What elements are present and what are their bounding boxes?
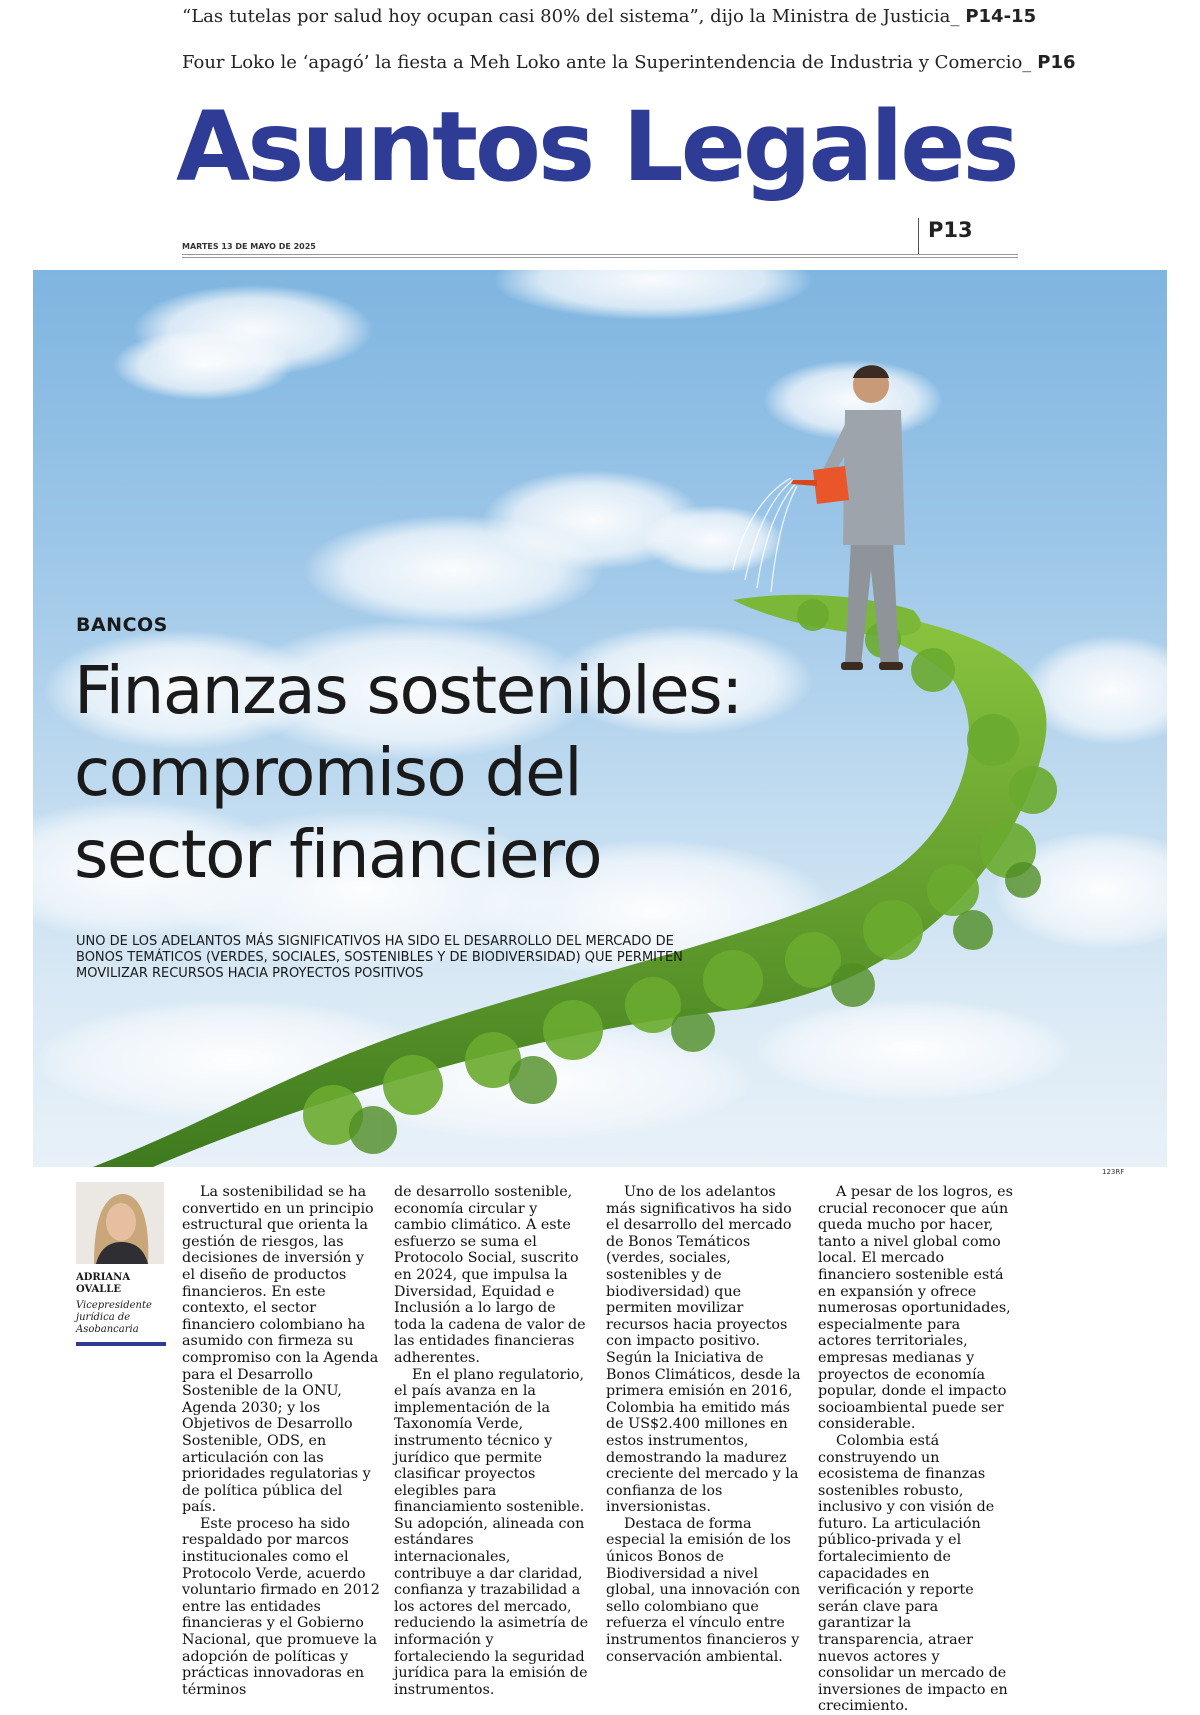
teaser-tutelas[interactable] [182,6,1037,27]
teaser-page: P16 [1037,52,1076,73]
author-portrait-icon [76,1182,164,1264]
divider [918,218,919,254]
headline-line: sector financiero [74,816,602,893]
author-accent-bar [76,1342,166,1346]
body-paragraph: Colombia está construyendo un ecosistema de finanzas sostenibles robusto, inclusivo y con visión de futuro. La articulación público-privada y el fortalecimiento de capacidades en verificación y reporte serán clave para garantizar la transparencia, atraer nuevos actores y consolidar un mercado de inversiones de impacto en crecimiento. [818,1432,1008,1715]
page-number: P13 [928,218,973,242]
headline-line: Finanzas sostenibles: [74,652,742,729]
masthead: Asuntos Legales [176,91,1017,203]
author-photo [76,1182,164,1264]
body-paragraph: En el plano regulatorio, el país avanza en la implementación de la Taxonomía Verde, instrumento técnico y jurídico que permite clasificar proyectos elegibles para financiamiento sostenible. Su adopción, alineada con estándares internacionales, contribuye a dar claridad, confianza y trazabilidad a los actores del mercado, reduciendo la asimetría de información y fortaleciendo la seguridad jurídica para la emisión de instrumentos. [394,1366,589,1698]
body-paragraph: de desarrollo sostenible, economía circular y cambio climático. A este esfuerzo se suma el Protocolo Social, suscrito en 2024, que impulsa la Diversidad, Equidad e Inclusión a lo largo de toda la cadena de valor de las entidades financieras adherentes. [394,1184,586,1366]
body-paragraph: Este proceso ha sido respaldado por marcos institucionales como el Protocolo Verde, acuerdo voluntario firmado en 2012 entre las entidades financieras y el Gobierno Nacional, que promueve la adopción de políticas y prácticas innovadoras en términos [182,1515,380,1698]
body-paragraph: Destaca de forma especial la emisión de los únicos Bonos de Biodiversidad a nivel global, una innovación con sello colombiano que refuerza el vínculo entre instrumentos financieros y conservación ambiental. [606,1515,801,1665]
body-paragraph: A pesar de los logros, es crucial reconocer que aún queda mucho por hacer, tanto a nivel global como local. El mercado financiero sostenible está en expansión y ofrece numerosas oportunidades, especialmente para actores territoriales, empresas medianas y proyectos de economía popular, donde el impacto socioambiental puede ser considerable. [818,1184,1013,1433]
photo-credit: 123RF [1102,1168,1125,1176]
body-column-2 [394,1184,592,1698]
section-kicker: BANCOS [76,614,168,636]
teaser-text: “Las tutelas por salud hoy ocupan casi 80% del sistema”, dijo la Ministra de Justicia_ [182,6,960,27]
body-column-3 [606,1184,804,1665]
author-name: ADRIANA OVALLE [76,1272,131,1295]
headline-line: compromiso del [74,734,582,811]
body-paragraph: Uno de los adelantos más significativos ha sido el desarrollo del mercado de Bonos Temáticos (verdes, sociales, sostenibles y de biodiversidad) que permiten movilizar recursos hacia proyectos con impacto positivo. Según la Iniciativa de Bonos Climáticos, desde la primera emisión en 2016, Colombia ha emitido más de US$2.400 millones en estos instrumentos, demostrando la madurez creciente del mercado y la confianza de los inversionistas. [606,1184,801,1516]
author-role: Vicepresidente jurídica de Asobancaria [76,1300,152,1335]
teaser-four-loko[interactable] [182,52,1076,73]
teaser-text: Four Loko le ‘apagó’ la fiesta a Meh Loko ante la Superintendencia de Industria y Comercio_ [182,52,1032,73]
article-headline [74,650,834,896]
divider [182,254,1018,258]
dateline: MARTES 13 DE MAYO DE 2025 [182,242,316,251]
teaser-page: P14-15 [965,6,1037,27]
body-column-4 [818,1184,1016,1715]
body-column-1 [182,1184,380,1698]
article-deck: UNO DE LOS ADELANTOS MÁS SIGNIFICATIVOS HA SIDO EL DESARROLLO DEL MERCADO DE BONOS TEMÁTICOS (VERDES, SOCIALES, SOSTENIBLES Y DE BIODIVERSIDAD) QUE PERMITEN MOVILIZAR RECURSOS HACIA PROYECTOS POSITIVOS [76,934,683,981]
body-paragraph: La sostenibilidad se ha convertido en un principio estructural que orienta la gestión de riesgos, las decisiones de inversión y el diseño de productos financieros. En este contexto, el sector financiero colombiano ha asumido con firmeza su compromiso con la Agenda para el Desarrollo Sostenible de la ONU, Agenda 2030; y los Objetivos de Desarrollo Sostenible, ODS, en articulación con las prioridades regulatorias y de política pública del país. [182,1184,379,1516]
